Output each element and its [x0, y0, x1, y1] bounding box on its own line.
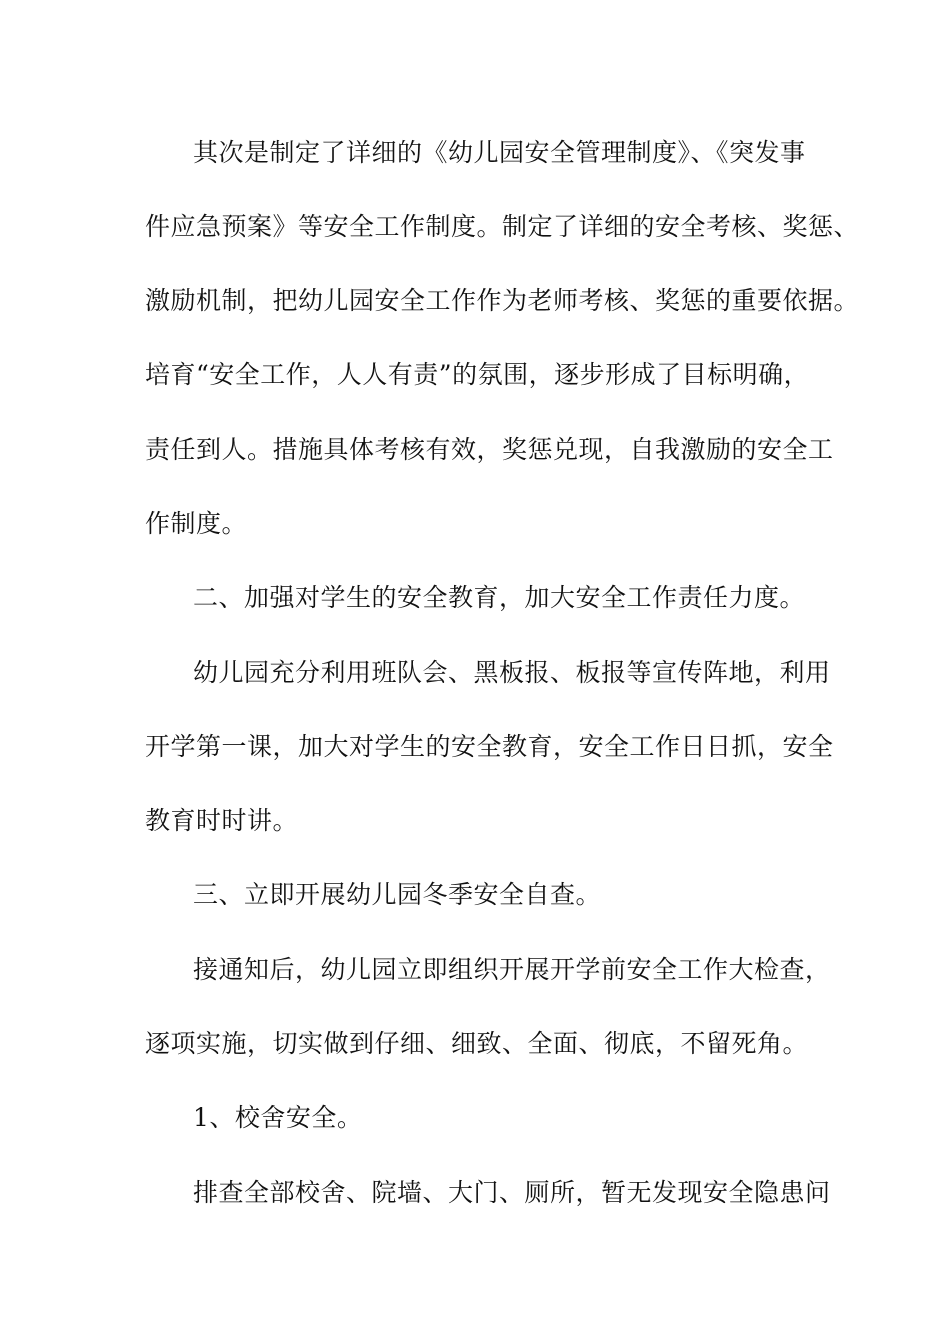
paragraph-line: 作制度。	[145, 509, 248, 538]
section-heading: 三、立即开展幼儿园冬季安全自查。	[193, 880, 602, 909]
paragraph-line: 教育时时讲。	[145, 806, 299, 835]
paragraph-line: 排查全部校舍、院墙、大门、厕所，暂无发现安全隐患问	[193, 1178, 831, 1207]
paragraph-line: 开学第一课，加大对学生的安全教育，安全工作日日抓，安全	[145, 732, 834, 761]
paragraph-line: 幼儿园充分利用班队会、黑板报、板报等宣传阵地，利用	[193, 658, 831, 687]
subsection-heading: 1、校舍安全。	[193, 1103, 363, 1132]
paragraph-line: 激励机制，把幼儿园安全工作作为老师考核、奖惩的重要依据。	[145, 286, 860, 315]
section-heading: 二、加强对学生的安全教育，加大安全工作责任力度。	[193, 583, 806, 612]
paragraph-line: 责任到人。措施具体考核有效，奖惩兑现，自我激励的安全工	[145, 435, 834, 464]
paragraph-line: 件应急预案》等安全工作制度。制定了详细的安全考核、奖惩、	[145, 212, 860, 241]
paragraph-line: 培育“安全工作，人人有责”的氛围，逐步形成了目标明确，	[145, 360, 810, 389]
paragraph-line: 逐项实施，切实做到仔细、细致、全面、彻底，不留死角。	[145, 1029, 809, 1058]
paragraph-line: 接通知后，幼儿园立即组织开展开学前安全工作大检查，	[193, 955, 831, 984]
paragraph-line: 其次是制定了详细的《幼儿园安全管理制度》、《突发事	[193, 138, 806, 167]
